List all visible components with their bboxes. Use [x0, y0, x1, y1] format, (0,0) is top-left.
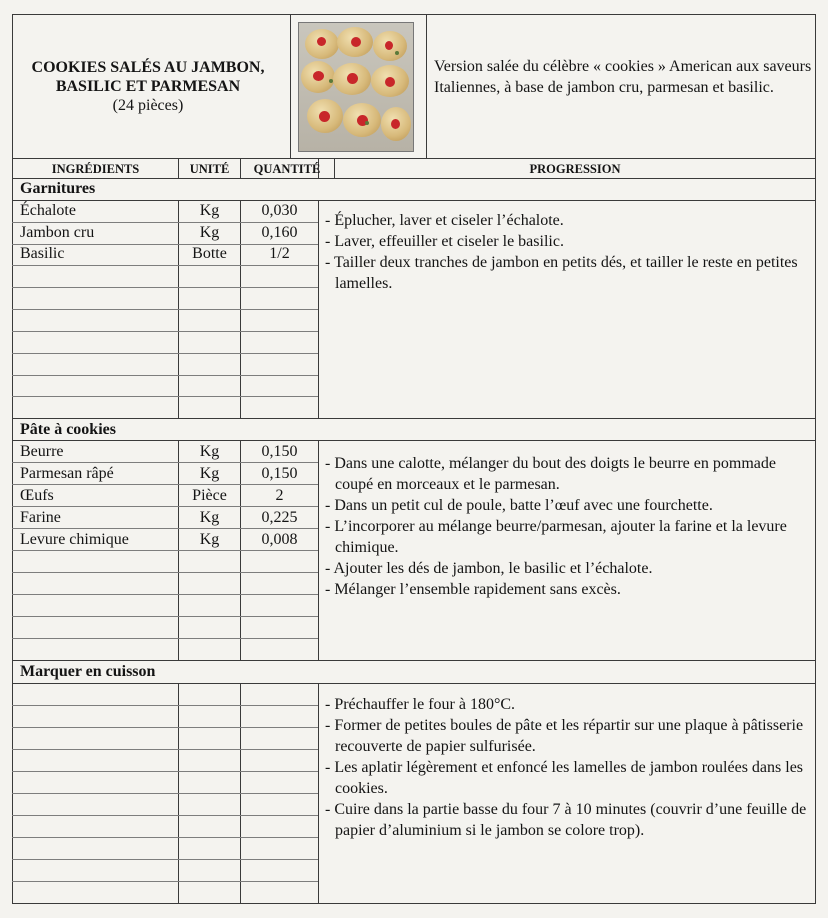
ingredient-quantity: 2: [275, 487, 284, 504]
progression-step: - Dans un petit cul de poule, batte l’œuf avec une fourchette.: [325, 497, 713, 514]
section-title-pate: Pâte à cookies: [20, 421, 116, 438]
header-ingredients: INGRÉDIENTS: [51, 162, 140, 176]
ingredient-unit: Kg: [199, 443, 220, 460]
progression-step: - Former de petites boules de pâte et les répartir sur une plaque à pâtisserie recouverte de papier sulfurisée.: [325, 717, 804, 755]
progression-step: - Laver, effeuiller et ciseler le basilic.: [325, 233, 564, 250]
recipe-yield: (24 pièces): [112, 97, 184, 114]
recipe-title-line1: COOKIES SALÉS AU JAMBON,: [31, 59, 265, 76]
ingredient-name: Farine: [20, 509, 61, 526]
ingredient-quantity: 1/2: [269, 245, 290, 262]
progression-step: - Préchauffer le four à 180°C.: [325, 696, 516, 713]
ingredient-name: Levure chimique: [20, 531, 129, 548]
progression-steps-garnitures: [325, 210, 810, 294]
progression-step: - Les aplatir légèrement et enfoncé les lamelles de jambon roulées dans les cookies.: [325, 759, 804, 797]
ingredient-quantity: 0,008: [261, 531, 298, 548]
ingredient-name: Jambon cru: [20, 224, 95, 241]
header-progression: PROGRESSION: [529, 162, 621, 176]
progression-step: - Éplucher, laver et ciseler l’échalote.: [325, 212, 564, 229]
progression-steps-pate: [325, 453, 810, 600]
ingredient-unit: Kg: [199, 202, 220, 219]
ingredient-unit: Pièce: [192, 487, 227, 504]
progression-step: - Mélanger l’ensemble rapidement sans excès.: [325, 581, 621, 598]
ingredient-quantity: 0,225: [261, 509, 298, 526]
progression-steps-cuisson: [325, 694, 810, 841]
ingredient-name: Parmesan râpé: [20, 465, 114, 482]
progression-step: - Ajouter les dés de jambon, le basilic et l’échalote.: [325, 560, 653, 577]
ingredient-quantity: 0,150: [261, 465, 298, 482]
progression-step: - Dans une calotte, mélanger du bout des doigts le beurre en pommade coupé en morceaux et le parmesan.: [325, 455, 776, 493]
progression-step: - L’incorporer au mélange beurre/parmesan, ajouter la farine et la levure chimique.: [325, 518, 787, 556]
ingredient-name: Échalote: [20, 202, 76, 219]
section-title-cuisson: Marquer en cuisson: [20, 663, 156, 680]
ingredient-name: Basilic: [20, 245, 65, 262]
ingredient-unit: Kg: [199, 465, 220, 482]
ingredient-quantity: 0,160: [261, 224, 298, 241]
ingredient-unit: Kg: [199, 509, 220, 526]
recipe-intro: Version salée du célèbre « cookies » American aux saveurs Italiennes, à base de jambon cru, parmesan et basilic.: [434, 58, 812, 96]
ingredient-unit: Botte: [192, 245, 227, 262]
progression-step: - Tailler deux tranches de jambon en petits dés, et tailler le reste en petites lamelles.: [325, 254, 798, 292]
recipe-title-line2: BASILIC ET PARMESAN: [55, 78, 241, 95]
progression-step: - Cuire dans la partie basse du four 7 à 10 minutes (couvrir d’une feuille de papier d’aluminium si le jambon se colore trop).: [325, 801, 807, 839]
header-quantity: QUANTITÉ: [253, 162, 321, 176]
ingredient-quantity: 0,030: [261, 202, 298, 219]
ingredient-name: Beurre: [20, 443, 64, 460]
recipe-title: [12, 58, 284, 115]
ingredient-name: Œufs: [20, 487, 54, 504]
ingredient-quantity: 0,150: [261, 443, 298, 460]
cookies-photo: [298, 22, 414, 152]
ingredient-unit: Kg: [199, 224, 220, 241]
header-unit: UNITÉ: [189, 162, 230, 176]
ingredient-unit: Kg: [199, 531, 220, 548]
section-title-garnitures: Garnitures: [20, 180, 96, 197]
